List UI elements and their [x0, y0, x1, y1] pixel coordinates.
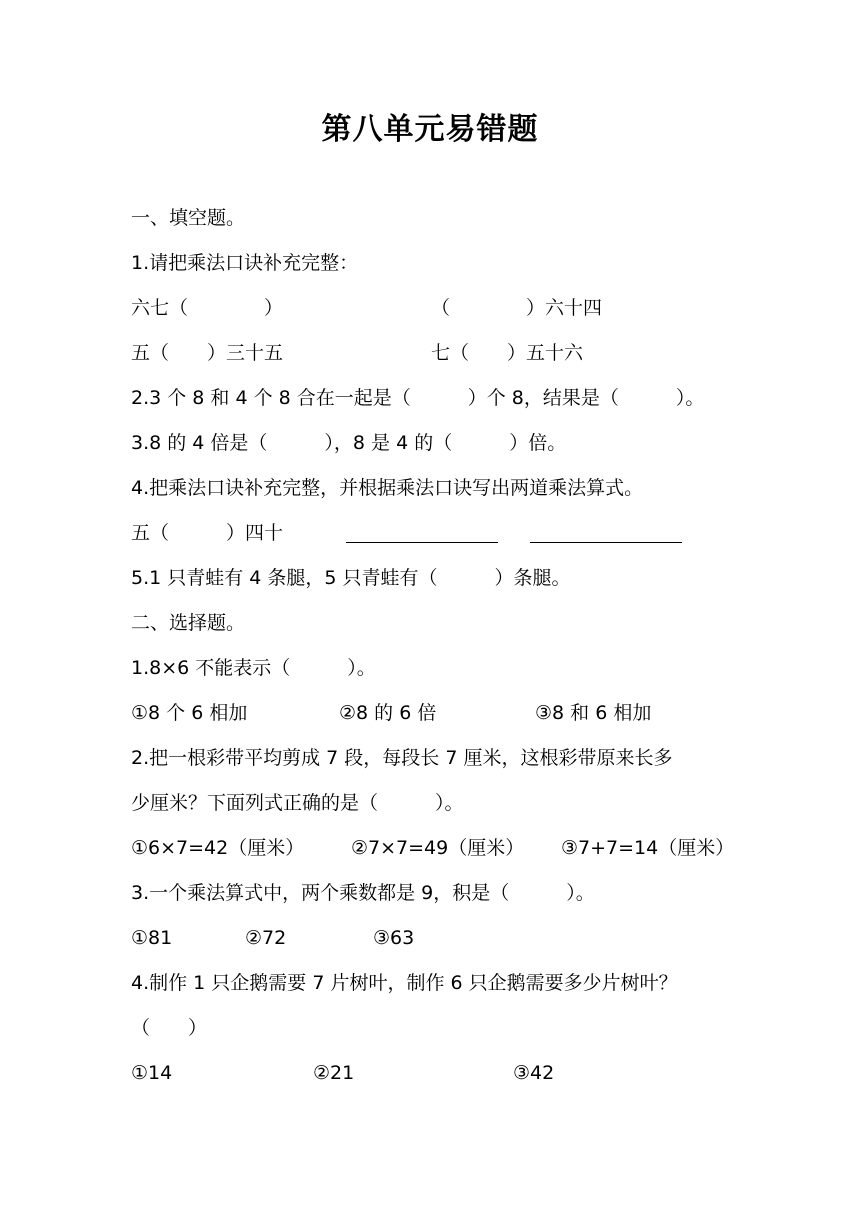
- question-5: 5.1 只青蛙有 4 条腿，5 只青蛙有（ ）条腿。: [131, 567, 571, 589]
- choice-2-options: [131, 835, 735, 861]
- question-4-row: [131, 520, 731, 546]
- section-heading-multiple-choice: 二、选择题。: [131, 612, 246, 634]
- choice-1-option-1: ①8 个 6 相加: [131, 702, 248, 724]
- question-1-row-1: [131, 295, 751, 321]
- question-1-item-d: 七（ ）五十六: [431, 342, 584, 364]
- choice-2-prompt-line-2: 少厘米？下面列式正确的是（ ）。: [131, 792, 464, 814]
- choice-2-prompt-line-1: 2.把一根彩带平均剪成 7 段，每段长 7 厘米，这根彩带原来长多: [131, 747, 673, 769]
- choice-3-options: [131, 925, 531, 951]
- choice-4-options: [131, 1060, 631, 1086]
- choice-1-option-2: ②8 的 6 倍: [339, 702, 437, 724]
- choice-3-option-2: ②72: [245, 927, 287, 949]
- answer-blank-line-2: [530, 542, 682, 543]
- choice-1-prompt: 1.8×6 不能表示（ ）。: [131, 657, 376, 679]
- question-4-item: 五（ ）四十: [131, 522, 284, 544]
- choice-4-prompt-line-1: 4.制作 1 只企鹅需要 7 片树叶，制作 6 只企鹅需要多少片树叶？: [131, 972, 678, 994]
- choice-3-option-1: ①81: [131, 927, 173, 949]
- section-heading-fill-blank: 一、填空题。: [131, 207, 246, 229]
- question-1-prompt: 1.请把乘法口诀补充完整：: [131, 252, 359, 274]
- answer-blank-line-1: [346, 542, 498, 543]
- choice-2-option-1: ①6×7=42（厘米）: [131, 837, 305, 859]
- question-1-item-b: （ ）六十四: [431, 297, 603, 319]
- choice-3-prompt: 3.一个乘法算式中，两个乘数都是 9，积是（ ）。: [131, 882, 595, 904]
- choice-2-option-3: ③7+7=14（厘米）: [561, 837, 735, 859]
- question-1-row-2: [131, 340, 751, 366]
- choice-1-option-3: ③8 和 6 相加: [535, 702, 652, 724]
- question-4-prompt: 4.把乘法口诀补充完整，并根据乘法口诀写出两道乘法算式。: [131, 477, 644, 499]
- question-2: 2.3 个 8 和 4 个 8 合在一起是（ ）个 8，结果是（ ）。: [131, 387, 705, 409]
- choice-4-prompt-line-2: （ ）: [131, 1017, 208, 1039]
- question-1-item-a: 六七（ ）: [131, 297, 284, 319]
- choice-4-option-2: ②21: [313, 1062, 355, 1084]
- page-title: 第八单元易错题: [321, 112, 539, 147]
- choice-2-option-2: ②7×7=49（厘米）: [351, 837, 525, 859]
- choice-4-option-3: ③42: [513, 1062, 555, 1084]
- choice-4-option-1: ①14: [131, 1062, 173, 1084]
- question-1-item-c: 五（ ）三十五: [131, 342, 284, 364]
- question-3: 3.8 的 4 倍是（ ），8 是 4 的（ ）倍。: [131, 432, 567, 454]
- choice-3-option-3: ③63: [373, 927, 415, 949]
- choice-1-options: [131, 700, 731, 726]
